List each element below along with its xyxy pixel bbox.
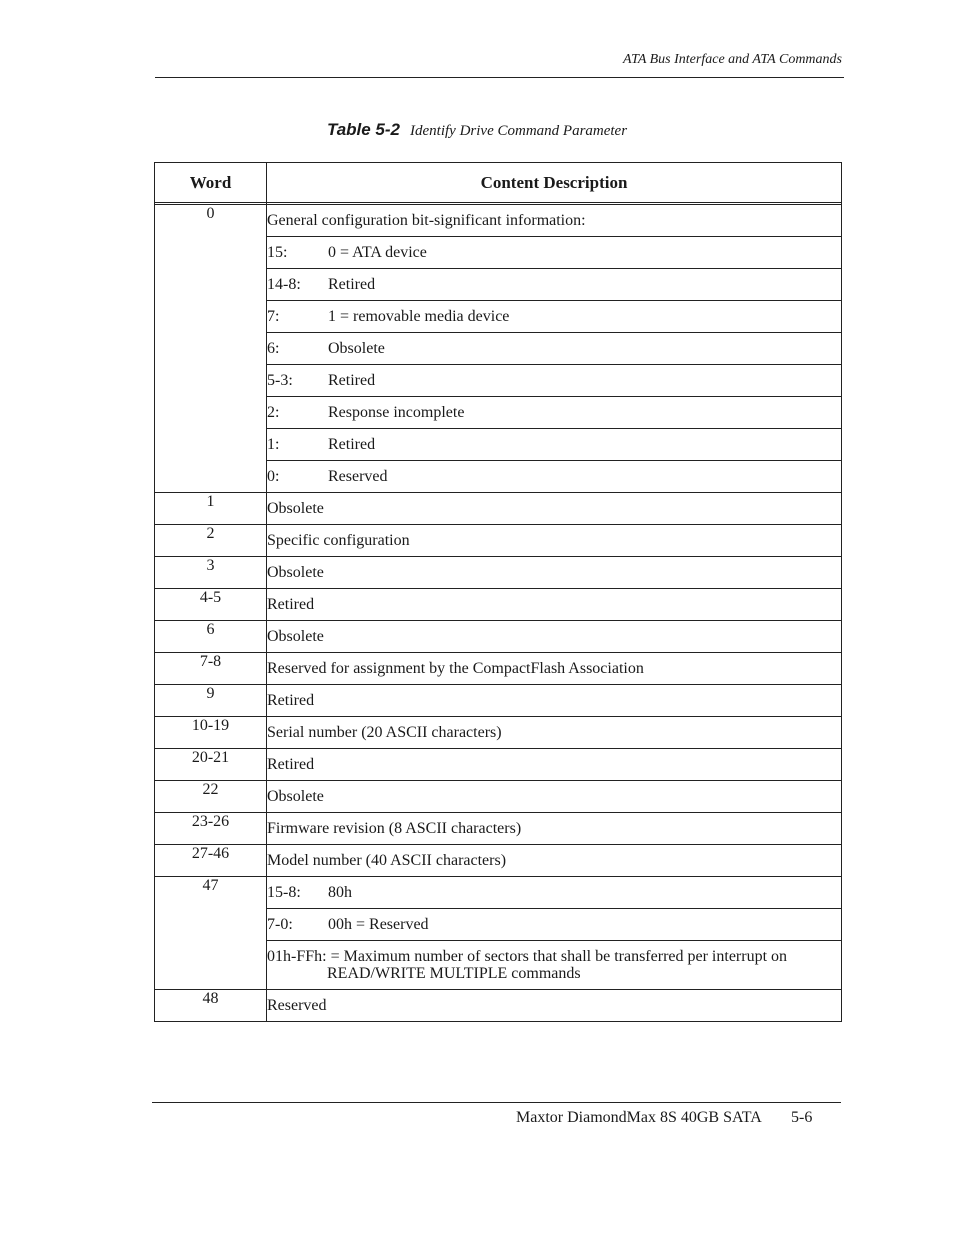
bit-range: 7: [267, 307, 280, 325]
table-row [155, 525, 842, 557]
table-row [155, 653, 842, 685]
description-text: Retired [328, 435, 376, 453]
footer-product: Maxtor DiamondMax 8S 40GB SATA [516, 1109, 762, 1126]
table-header-row [155, 163, 842, 203]
description-cell [267, 269, 842, 301]
word-cell: 4-5 [155, 589, 267, 621]
table-row [155, 877, 842, 909]
table-row [155, 749, 842, 781]
word-cell: 2 [155, 525, 267, 557]
description-continuation: READ/WRITE MULTIPLE commands [327, 965, 581, 982]
description-text: Reserved for assignment by the CompactFlash Association [267, 659, 644, 677]
bit-range: 0: [267, 467, 280, 485]
bit-range: 5-3: [267, 371, 293, 389]
description-cell [267, 653, 842, 685]
description-text: Firmware revision (8 ASCII characters) [267, 819, 522, 837]
table-row [155, 717, 842, 749]
description-text: Model number (40 ASCII characters) [267, 851, 507, 869]
description-cell [267, 717, 842, 749]
bit-range: 7-0: [267, 915, 293, 933]
table-row [155, 781, 842, 813]
description-cell [267, 589, 842, 621]
description-cell [267, 429, 842, 461]
page-number: 5-6 [791, 1109, 813, 1126]
description-text: Response incomplete [328, 403, 465, 421]
word-cell: 10-19 [155, 717, 267, 749]
description-text: Retired [328, 275, 376, 293]
caption-label: Table 5-2 [326, 120, 401, 139]
description-text: Retired [267, 595, 315, 613]
word-cell: 47 [155, 877, 267, 990]
running-header: ATA Bus Interface and ATA Commands [623, 52, 842, 67]
description-cell [267, 990, 842, 1022]
header-rule [155, 77, 844, 78]
description-text: 1 = removable media device [328, 307, 510, 325]
description-text: Retired [267, 755, 315, 773]
description-text: 0 = ATA device [328, 243, 427, 261]
table-body [155, 205, 842, 1022]
description-cell [267, 205, 842, 237]
description-text: Retired [267, 691, 315, 709]
description-text: 80h [328, 883, 352, 901]
bit-range: 14-8: [267, 275, 301, 293]
description-text: General configuration bit-significant information: [267, 211, 586, 229]
description-cell [267, 365, 842, 397]
description-cell [267, 845, 842, 877]
description-text: Obsolete [267, 627, 324, 645]
description-cell [267, 237, 842, 269]
footer-rule [152, 1102, 841, 1103]
description-cell [267, 461, 842, 493]
word-cell: 22 [155, 781, 267, 813]
description-text: Reserved [328, 467, 388, 485]
table-row [155, 685, 842, 717]
bit-range: 15: [267, 243, 288, 261]
word-cell: 20-21 [155, 749, 267, 781]
word-cell: 6 [155, 621, 267, 653]
table-row [155, 205, 842, 237]
word-cell: 1 [155, 493, 267, 525]
description-cell [267, 621, 842, 653]
bit-range: 2: [267, 403, 280, 421]
word-cell: 0 [155, 205, 267, 493]
word-cell: 7-8 [155, 653, 267, 685]
description-cell [267, 877, 842, 909]
word-cell: 23-26 [155, 813, 267, 845]
description-text: Obsolete [267, 563, 324, 581]
description-cell [267, 301, 842, 333]
description-cell [267, 941, 842, 990]
table-row [155, 557, 842, 589]
description-cell [267, 781, 842, 813]
word-cell: 3 [155, 557, 267, 589]
description-text: 00h = Reserved [328, 915, 429, 933]
bit-range: 15-8: [267, 883, 301, 901]
description-text: Serial number (20 ASCII characters) [267, 723, 502, 741]
description-text: Obsolete [267, 787, 324, 805]
description-cell [267, 525, 842, 557]
table-row [155, 990, 842, 1022]
bit-range: 1: [267, 435, 280, 453]
description-cell [267, 685, 842, 717]
bit-range: 6: [267, 339, 280, 357]
description-text: Specific configuration [267, 531, 410, 549]
parameter-table [154, 162, 842, 1022]
table-row [155, 813, 842, 845]
column-header-description: Content Description [267, 163, 842, 203]
word-cell: 9 [155, 685, 267, 717]
description-text: Reserved [267, 996, 327, 1014]
table-row [155, 845, 842, 877]
description-cell [267, 333, 842, 365]
table-caption [0, 120, 954, 140]
table-row [155, 493, 842, 525]
description-text: Retired [328, 371, 376, 389]
description-cell [267, 493, 842, 525]
table-row [155, 621, 842, 653]
description-cell [267, 909, 842, 941]
description-text: Obsolete [267, 499, 324, 517]
word-cell: 48 [155, 990, 267, 1022]
word-cell: 27-46 [155, 845, 267, 877]
description-cell [267, 557, 842, 589]
column-header-word: Word [155, 163, 267, 203]
description-cell [267, 397, 842, 429]
description-cell [267, 813, 842, 845]
table-row [155, 589, 842, 621]
description-text: 01h-FFh: = Maximum number of sectors that shall be transferred per interrupt on [267, 948, 788, 965]
description-text: Obsolete [328, 339, 385, 357]
caption-title: Identify Drive Command Parameter [410, 123, 628, 139]
description-cell [267, 749, 842, 781]
